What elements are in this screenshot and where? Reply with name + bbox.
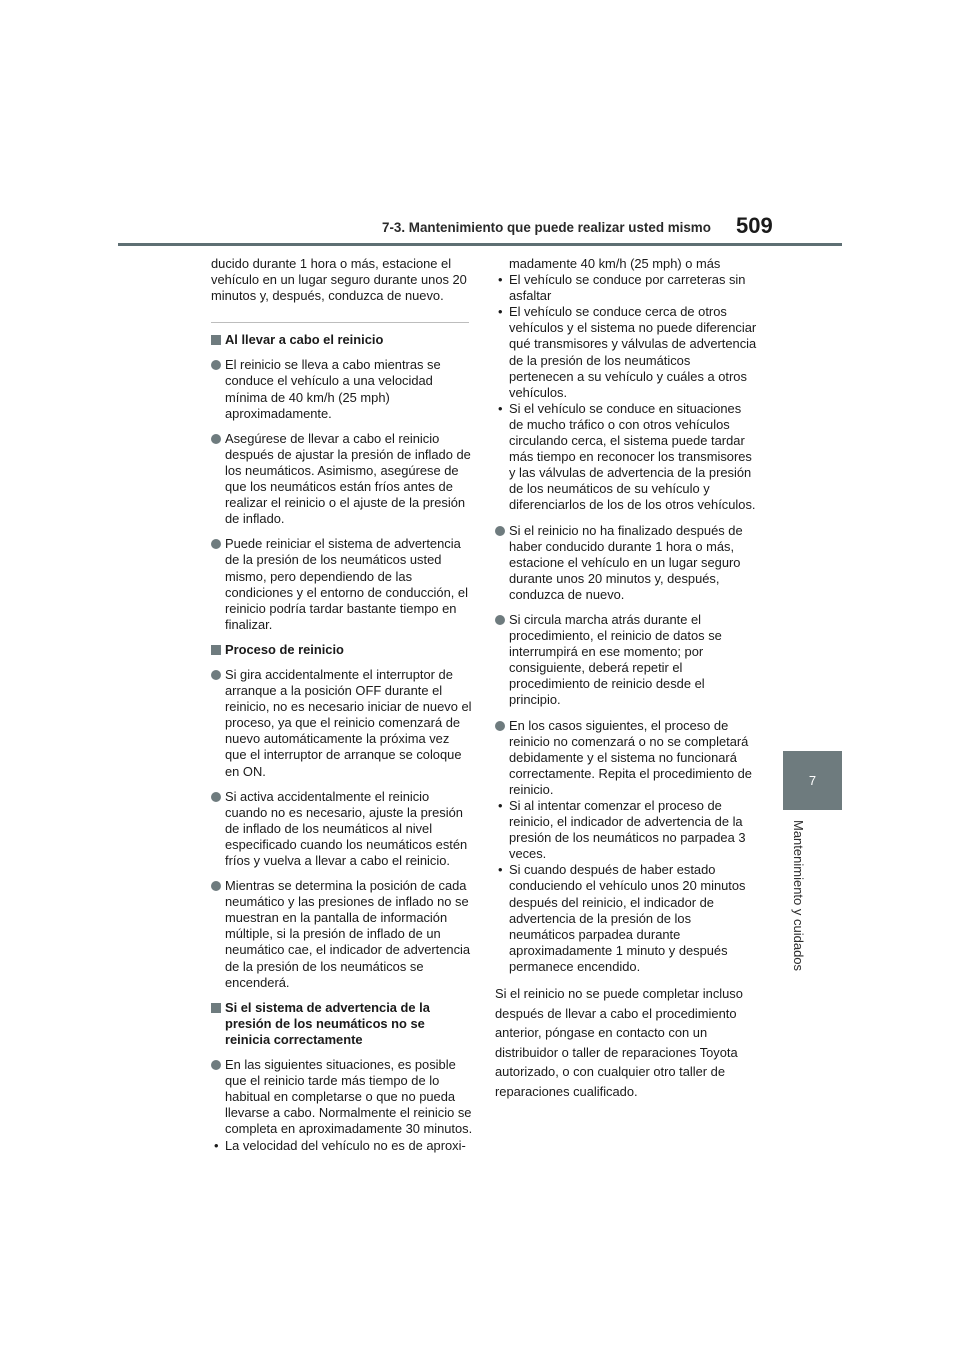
section-heading-reset-process: Proceso de reinicio bbox=[211, 642, 473, 658]
chapter-tab[interactable]: 7 bbox=[783, 751, 842, 810]
circle-bullet-icon bbox=[211, 1060, 221, 1070]
list-item: Puede reiniciar el sistema de advertencia de la presión de los neumáticos usted mismo, pero dependiendo de las condiciones y el entorno de conducción, el reinicio podría tardar bastante tiempo en finalizar. bbox=[211, 536, 473, 633]
section-title: 7-3. Mantenimiento que puede realizar usted mismo bbox=[382, 220, 711, 235]
page-number: 509 bbox=[736, 213, 773, 238]
dot-marker-icon: • bbox=[498, 304, 503, 320]
list-item: El reinicio se lleva a cabo mientras se conduce el vehículo a una velocidad mínima de 40 km/h (25 mph) aproximadamente. bbox=[211, 357, 473, 421]
list-item: Si circula marcha atrás durante el procedimiento, el reinicio de datos se interrumpirá en ese momento; por consiguiente, deberá repetir el procedimiento de reinicio desde el principio. bbox=[495, 612, 757, 709]
left-column bbox=[211, 256, 473, 1154]
square-bullet-icon bbox=[211, 1003, 221, 1013]
sub-list-continuation: madamente 40 km/h (25 mph) o más bbox=[509, 256, 721, 271]
list-item: Si gira accidentalmente el interruptor de arranque a la posición OFF durante el reinicio, no es necesario iniciar de nuevo el proceso, ya que el reinicio comenzará de nuevo automáticamente la próxima vez que el interruptor de arranque se coloque en ON. bbox=[211, 667, 473, 780]
section-heading-reset-conditions: Al llevar a cabo el reinicio bbox=[211, 332, 473, 348]
chapter-label: Mantenimiento y cuidados bbox=[791, 820, 806, 972]
circle-bullet-icon bbox=[211, 792, 221, 802]
square-bullet-icon bbox=[211, 335, 221, 345]
sub-list-item: • El vehículo se conduce cerca de otros vehículos y el sistema no puede diferenciar qué transmisores y válvulas de advertencia de la presión de los neumáticos pertenecen a su vehículo y cuáles a otros vehículos. bbox=[498, 304, 757, 400]
intro-paragraph: ducido durante 1 hora o más, estacione el vehículo en un lugar seguro durante unos 20 minutos y, después, conduzca de nuevo. bbox=[211, 256, 467, 304]
sub-list-item: • Si el vehículo se conduce en situaciones de mucho tráfico o con otros vehículos circulando cerca, el sistema puede tardar más tiempo en reconocer los transmisores y las válvulas de advertencia de la presión de los neumáticos de su vehículo y diferenciarlos de los de los otros vehículos. bbox=[498, 400, 756, 513]
sub-list-item: • Si cuando después de haber estado conduciendo el vehículo unos 20 minutos después del reinicio, el indicador de advertencia de la presión de los neumáticos parpadea durante aproximadamente 1 minuto y después permanece encendido. bbox=[498, 862, 746, 974]
circle-bullet-icon bbox=[211, 539, 221, 549]
circle-bullet-icon bbox=[211, 360, 221, 370]
dot-marker-icon: • bbox=[498, 272, 503, 288]
circle-bullet-icon bbox=[211, 670, 221, 680]
closing-paragraph: Si el reinicio no se puede completar incluso después de llevar a cabo el procedimiento anterior, póngase en contacto con un distribuidor o taller de reparaciones Toyota autorizado, o con cualquier otro taller de reparaciones cualificado. bbox=[495, 986, 743, 1099]
sub-list-item: • Si al intentar comenzar el proceso de reinicio, el indicador de advertencia de la presión de los neumáticos no parpadea 3 veces. bbox=[498, 798, 746, 862]
dot-marker-icon: • bbox=[498, 798, 503, 813]
circle-bullet-icon bbox=[211, 881, 221, 891]
list-item: Asegúrese de llevar a cabo el reinicio después de ajustar la presión de inflado de los neumáticos. Asimismo, asegúrese de que los neumáticos están fríos antes de realizar el reinicio o el ajuste de la presión de inflado. bbox=[211, 431, 473, 528]
section-heading-reset-failure: Si el sistema de advertencia de la presión de los neumáticos no se reinicia correctamente bbox=[211, 1000, 473, 1048]
circle-bullet-icon bbox=[495, 615, 505, 625]
dot-marker-icon: • bbox=[214, 1137, 219, 1153]
list-item: Mientras se determina la posición de cada neumático y las presiones de inflado no se muestran en la pantalla de información múltiple, si la presión de inflado de un neumático cae, el indicador de advertencia de la presión de los neumáticos se encenderá. bbox=[211, 878, 473, 991]
sub-list-item: • La velocidad del vehículo no es de aproxi- bbox=[214, 1137, 466, 1153]
square-bullet-icon bbox=[211, 645, 221, 655]
circle-bullet-icon bbox=[495, 721, 505, 731]
circle-bullet-icon bbox=[495, 526, 505, 536]
header-rule bbox=[118, 243, 842, 246]
right-column bbox=[495, 256, 757, 1101]
dot-marker-icon: • bbox=[498, 862, 503, 878]
dot-marker-icon: • bbox=[498, 400, 503, 416]
divider bbox=[211, 322, 469, 323]
sub-list bbox=[495, 798, 757, 975]
sub-list-item: • El vehículo se conduce por carreteras sin asfaltar bbox=[498, 272, 746, 304]
list-item: Si el reinicio no ha finalizado después de haber conducido durante 1 hora o más, estacione el vehículo en un lugar seguro durante unos 20 minutos y, después, conduzca de nuevo. bbox=[495, 523, 757, 603]
list-item: Si activa accidentalmente el reinicio cuando no es necesario, ajuste la presión de inflado de los neumáticos al nivel especificado cuando los neumáticos estén fríos y vuelva a llevar a cabo el reinicio. bbox=[211, 789, 473, 869]
list-item: En las siguientes situaciones, es posible que el reinicio tarde más tiempo de lo habitual en completarse o que no pueda llevarse a cabo. Normalmente el reinicio se completa en aproximadamente 30 minutos. bbox=[211, 1057, 473, 1137]
list-item: En los casos siguientes, el proceso de reinicio no comenzará o no se completará debidamente y el sistema no funcionará correctamente. Repita el procedimiento de reinicio. bbox=[495, 718, 757, 798]
circle-bullet-icon bbox=[211, 434, 221, 444]
sub-list bbox=[495, 256, 757, 514]
